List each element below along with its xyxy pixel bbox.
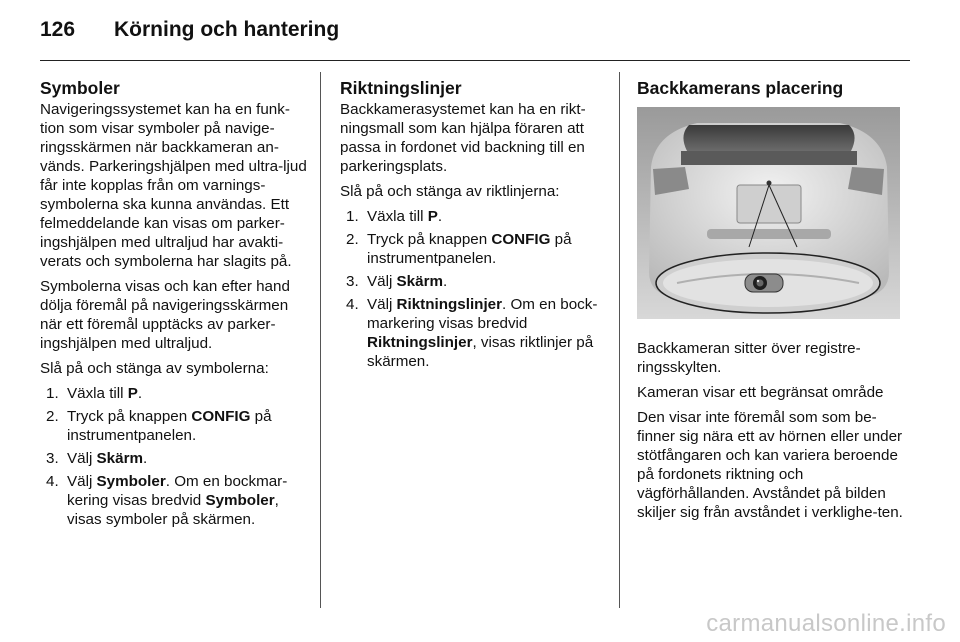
section-heading-symbols: Symboler [40, 78, 120, 98]
list-item: 1. Växla till P. [46, 385, 143, 402]
camera-paragraph-1: Backkameran sitter över registre-ringsskylten. [637, 340, 861, 376]
camera-paragraph-3: Den visar inte föremål som som be-finner sig nära ett av hörnen eller under stötfångaren och kan variera beroende på fordonets riktning och vägförhållanden. Avståndet på bilden skiljer sig från avståndet i verklighe-ten. [637, 409, 903, 521]
page-header [40, 18, 339, 48]
symbols-paragraph-1: Navigeringssystemet kan ha en funk-tion som visar symboler på navige-ringsskärmen när backkameran an-vänds. Parkeringshjälpen med ultra-ljud får inte kopplas från om varnings-symbolerna ska kunna användas. Ett felmeddelande kan visas om parker-ingshjälpen med ultraljud har avakti-verats och symbolerna har slagits på. [40, 101, 307, 270]
page-title: Körning och hantering [114, 18, 340, 41]
rear-camera-photo [637, 107, 900, 319]
page-number: 126 [40, 18, 76, 41]
column-guidelines [340, 78, 608, 377]
symbols-paragraph-3: Slå på och stänga av symbolerna: [40, 360, 269, 377]
column-camera-location [637, 78, 909, 528]
symbols-paragraph-2: Symbolerna visas och kan efter hand dölja föremål på navigeringsskärmen när ett föremål upptäcks av parker-ingshjälpen med ultraljud. [40, 278, 290, 352]
guidelines-paragraph-1: Backkamerasystemet kan ha en rikt-ningsmall som kan hjälpa föraren att passa in fordonet vid backning till en parkeringsplats. [340, 101, 586, 175]
camera-paragraph-2: Kameran visar ett begränsat område [637, 384, 884, 401]
guidelines-steps [340, 207, 608, 371]
header-rule [40, 60, 910, 61]
list-item: 2. Tryck på knappen CONFIG på instrumentpanelen. [46, 408, 272, 444]
guidelines-paragraph-2: Slå på och stänga av riktlinjerna: [340, 183, 560, 200]
column-symbols [40, 78, 308, 535]
symbols-steps [40, 384, 308, 529]
section-heading-guidelines: Riktningslinjer [340, 78, 462, 98]
list-item: 4. Välj Riktningslinjer. Om en bock-markering visas bredvid Riktningslinjer, visas riktlinjer på skärmen. [346, 296, 598, 370]
list-item: 2. Tryck på knappen CONFIG på instrumentpanelen. [346, 231, 572, 267]
column-divider-1 [320, 72, 321, 608]
section-heading-camera-location: Backkamerans placering [637, 78, 844, 98]
list-item: 1. Växla till P. [346, 208, 443, 225]
watermark: carmanualsonline.info [706, 610, 946, 637]
list-item: 3. Välj Skärm. [46, 450, 148, 467]
column-divider-2 [619, 72, 620, 608]
list-item: 3. Välj Skärm. [346, 273, 448, 290]
list-item: 4. Välj Symboler. Om en bockmar-kering visas bredvid Symboler, visas symboler på skärmen. [46, 473, 288, 528]
